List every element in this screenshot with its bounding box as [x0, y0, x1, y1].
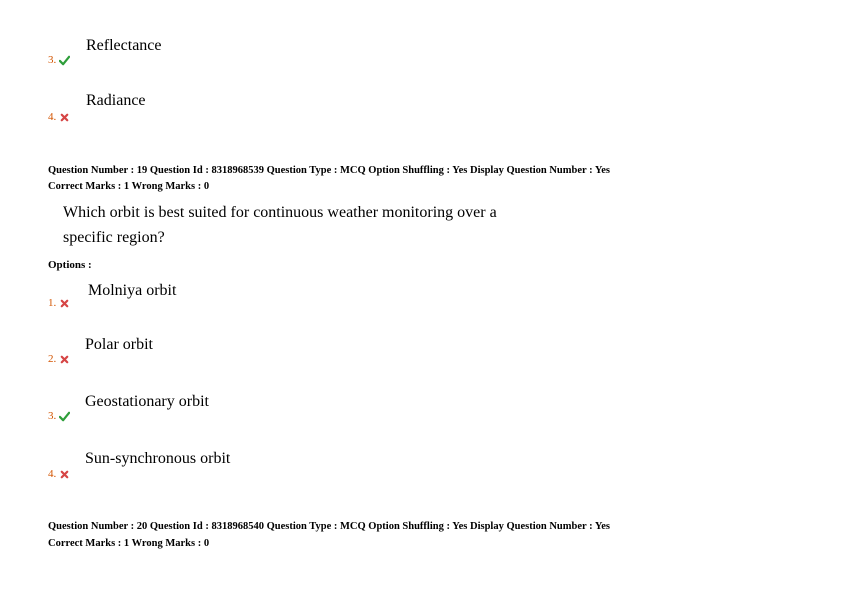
marks-meta: Correct Marks : 1 Wrong Marks : 0	[48, 538, 210, 549]
option-number: 4.	[48, 111, 70, 123]
check-icon	[59, 411, 70, 422]
question-meta: Question Number : 19 Question Id : 8318968539 Question Type : MCQ Option Shuffling : Yes Display Question Number : Yes	[48, 165, 611, 176]
question-text: Which orbit is best suited for continuous weather monitoring over a specific region?	[63, 204, 497, 246]
question-meta: Question Number : 20 Question Id : 8318968540 Question Type : MCQ Option Shuffling : Yes Display Question Number : Yes	[48, 521, 611, 532]
option-number: 3.	[48, 54, 70, 66]
cross-icon	[59, 298, 70, 309]
options-label: Options :	[48, 259, 92, 271]
option-text: Molniya orbit	[88, 282, 177, 299]
option-number: 1.	[48, 297, 70, 309]
cross-icon	[59, 469, 70, 480]
option-text: Radiance	[86, 92, 146, 109]
option-number: 3.	[48, 410, 70, 422]
option-text: Reflectance	[86, 37, 162, 54]
option-number: 2.	[48, 353, 70, 365]
option-text: Geostationary orbit	[85, 393, 209, 410]
cross-icon	[59, 112, 70, 123]
option-number: 4.	[48, 468, 70, 480]
cross-icon	[59, 354, 70, 365]
option-text: Sun-synchronous orbit	[85, 450, 231, 467]
check-icon	[59, 55, 70, 66]
option-text: Polar orbit	[85, 336, 153, 353]
marks-meta: Correct Marks : 1 Wrong Marks : 0	[48, 181, 210, 192]
